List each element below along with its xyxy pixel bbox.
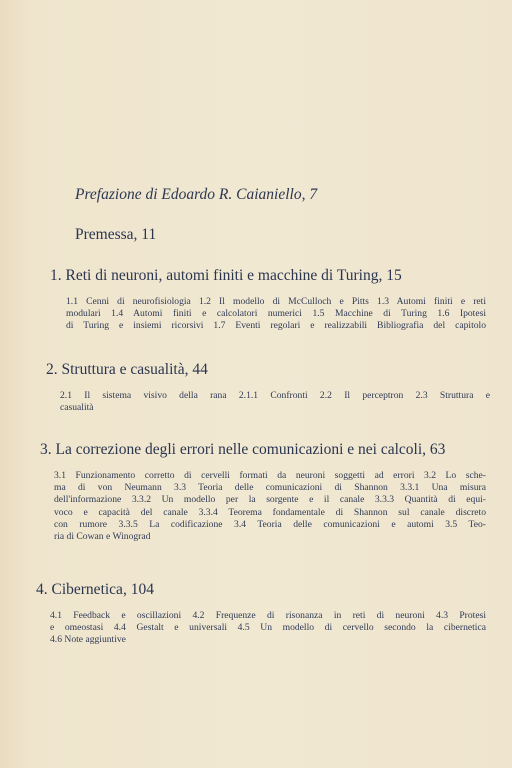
section-line: 3.1 Funzionamento corretto di cervelli formati da neuroni soggetti ad errori 3.2 Lo sche-: [54, 470, 486, 481]
section-line: ria di Cowan e Winograd: [54, 531, 151, 543]
chapter-1-sections: [50, 296, 496, 333]
section-line: 2.1 Il sistema visivo della rana 2.1.1 Confronti 2.2 Il perceptron 2.3 Struttura e: [60, 390, 490, 401]
preface-entry: Prefazione di Edoardo R. Caianiello, 7: [75, 186, 318, 203]
section-line: 1.1 Cenni di neurofisiologia 1.2 Il modello di McCulloch e Pitts 1.3 Automi finiti e reti: [66, 296, 486, 307]
chapter-2: [46, 360, 492, 414]
chapter-4-sections: [36, 610, 496, 647]
chapter-1-title: 1. Reti di neuroni, automi finiti e macchine di Turing, 15: [50, 267, 402, 284]
section-line: 4.1 Feedback e oscillazioni 4.2 Frequenze di risonanza in reti di neuroni 4.3 Protesi: [50, 610, 486, 621]
chapter-2-sections: [46, 390, 500, 414]
section-line: casualità: [60, 402, 94, 414]
section-line: voco e capacità del canale 3.3.4 Teorema fondamentale di Shannon sul canale discreto: [54, 506, 486, 518]
section-line: dell'informazione 3.3.2 Un modello per la sorgente e il canale 3.3.3 Quantità di equi-: [54, 494, 486, 506]
chapter-1: [50, 266, 492, 333]
chapter-3: [40, 440, 492, 543]
chapter-4: [36, 580, 492, 647]
section-line: 4.6 Note aggiuntive: [50, 634, 126, 646]
section-line: di Turing e insiemi ricorsivi 1.7 Eventi regolari e realizzabili Bibliografia del capitolo: [66, 320, 486, 332]
chapter-3-sections: [40, 470, 496, 543]
section-line: e omeostasi 4.4 Gestalt e universali 4.5 Un modello di cervello secondo la cibernetica: [50, 622, 486, 634]
chapter-2-title: 2. Struttura e casualità, 44: [46, 361, 208, 378]
section-line: con rumore 3.3.5 La codificazione 3.4 Teoria delle comunicazioni e automi 3.5 Teo-: [54, 518, 486, 530]
section-line: modulari 1.4 Automi finiti e calcolatori numerici 1.5 Macchine di Turing 1.6 Ipotesi: [66, 308, 486, 320]
chapter-3-title: 3. La correzione degli errori nelle comunicazioni e nei calcoli, 63: [40, 441, 446, 458]
section-line: ma di von Neumann 3.3 Teoria delle comunicazioni di Shannon 3.3.1 Una misura: [54, 482, 486, 494]
premessa-entry: Premessa, 11: [75, 226, 157, 243]
chapter-4-title: 4. Cibernetica, 104: [36, 581, 154, 598]
